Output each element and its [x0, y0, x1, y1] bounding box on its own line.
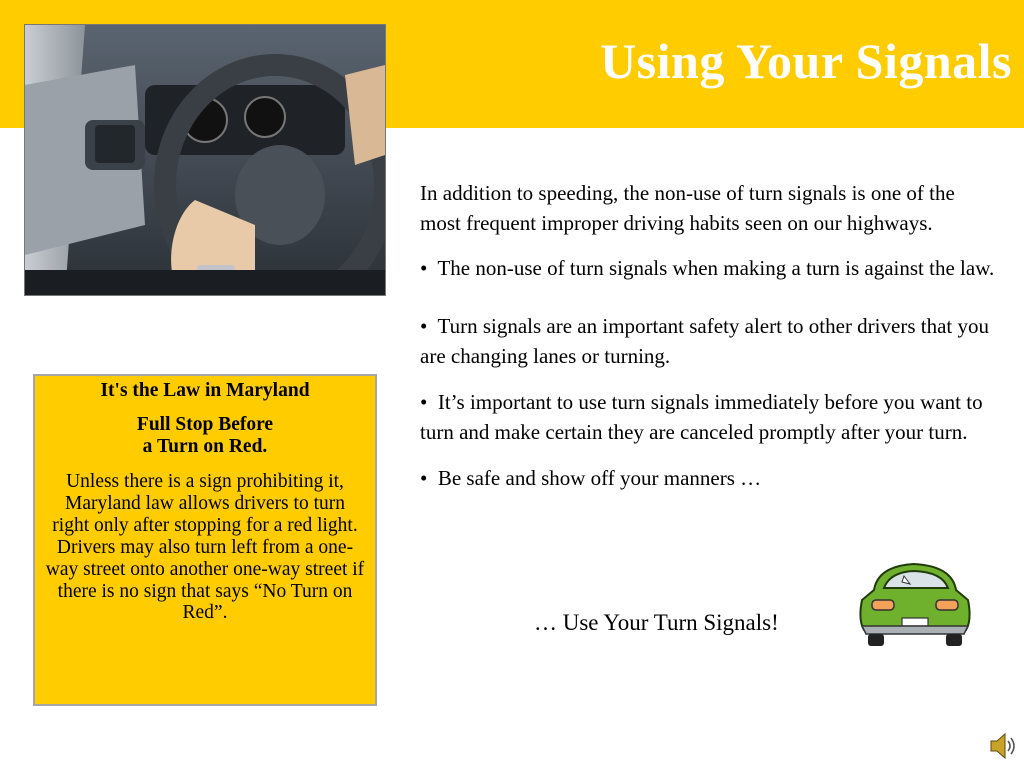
main-text	[420, 178, 998, 509]
law-box-subheading: Full Stop Before a Turn on Red.	[136, 413, 274, 457]
bullet-marker: •	[420, 314, 428, 338]
intro-paragraph: In addition to speeding, the non-use of turn signals is one of the most frequent improper driving habits seen on our highways.	[420, 181, 955, 235]
bullet-item	[420, 463, 998, 493]
closing-line: … Use Your Turn Signals!	[534, 610, 779, 635]
bullet-text: The non-use of turn signals when making a turn is against the law.	[437, 256, 995, 280]
bullet-marker: •	[420, 390, 428, 414]
law-box-heading: It's the Law in Maryland	[100, 380, 310, 401]
bullet-item	[420, 387, 998, 447]
bullet-marker: •	[420, 256, 428, 280]
bullet-text: Turn signals are an important safety alert to other drivers that you are changing lanes or turning.	[420, 314, 989, 368]
law-info-box	[33, 374, 377, 706]
slide-title: Using Your Signals	[600, 33, 1012, 89]
law-box-body: Unless there is a sign prohibiting it, Maryland law allows drivers to turn right only after stopping for a red light. Drivers may also turn left from a one-way street onto another one-way street if there is no sign that says “No Turn on Red”.	[45, 471, 365, 624]
speaker-icon[interactable]	[988, 730, 1018, 762]
bullet-item	[420, 253, 998, 283]
car-interior-photo	[24, 24, 386, 296]
bullet-text: Be safe and show off your manners …	[437, 466, 762, 490]
bullet-text: It’s important to use turn signals immediately before you want to turn and make certain they are canceled promptly after your turn.	[420, 390, 983, 444]
bullet-marker: •	[420, 466, 428, 490]
bullet-item	[420, 311, 998, 371]
green-car-clipart	[856, 560, 976, 650]
